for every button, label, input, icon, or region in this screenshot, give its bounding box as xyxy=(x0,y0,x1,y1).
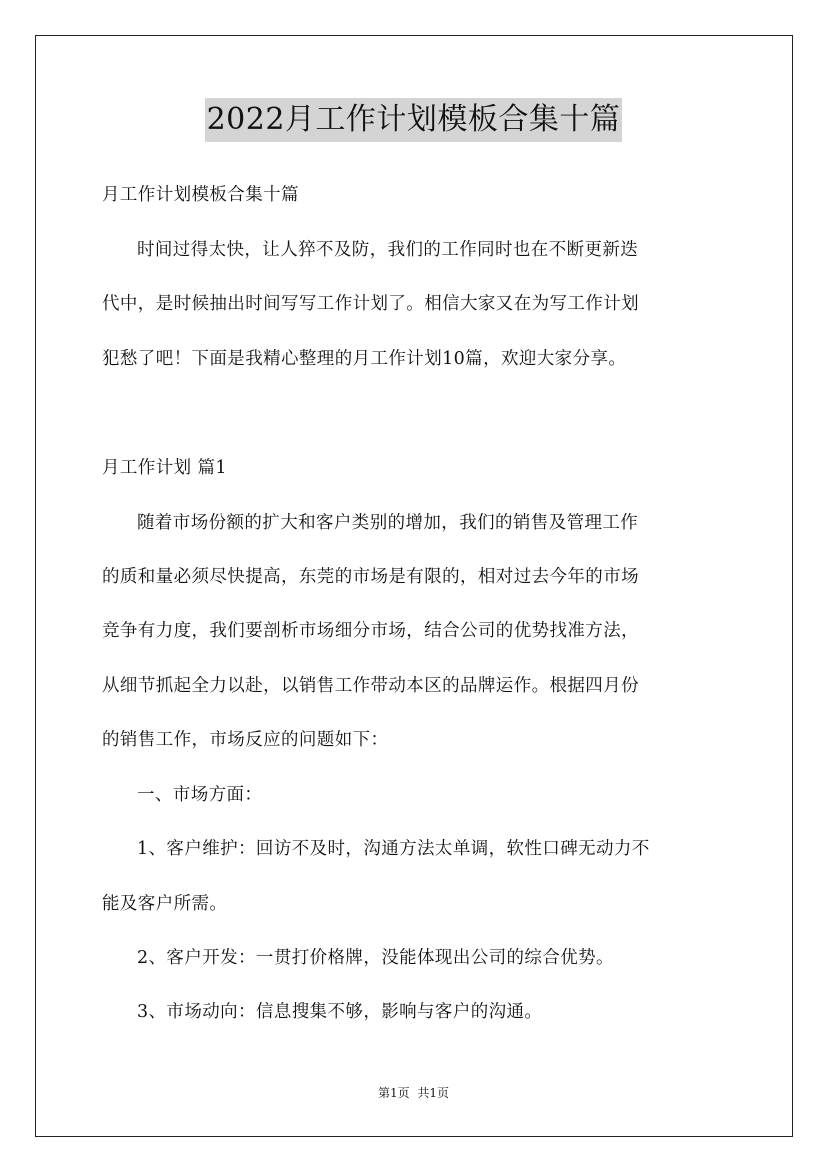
page-footer xyxy=(0,1084,827,1101)
paragraph-line: 代中，是时候抽出时间写写工作计划了。相信大家又在为写工作计划 xyxy=(102,294,639,314)
page-number: 第1页 xyxy=(377,1086,410,1100)
paragraph-line: 随着市场份额的扩大和客户类别的增加，我们的销售及管理工作 xyxy=(137,513,639,533)
list-item: 2、客户开发：一贯打价格牌，没能体现出公司的综合优势。 xyxy=(137,948,614,968)
paragraph-line: 犯愁了吧！下面是我精心整理的月工作计划10篇，欢迎大家分享。 xyxy=(102,349,627,369)
paragraph-line: 的销售工作，市场反应的问题如下： xyxy=(102,730,389,750)
section-heading: 月工作计划 篇1 xyxy=(102,458,227,478)
list-item: 1、客户维护：回访不及时，沟通方法太单调，软性口碑无动力不 xyxy=(137,839,650,859)
page-total: 共1页 xyxy=(417,1086,450,1100)
list-heading: 一、市场方面： xyxy=(137,785,263,805)
title-container xyxy=(0,98,827,142)
subtitle-line: 月工作计划模板合集十篇 xyxy=(102,185,299,205)
list-item: 3、市场动向：信息搜集不够，影响与客户的沟通。 xyxy=(137,1002,543,1022)
paragraph-line: 的质和量必须尽快提高，东莞的市场是有限的，相对过去今年的市场 xyxy=(102,567,639,587)
paragraph-line: 时间过得太快，让人猝不及防，我们的工作同时也在不断更新迭 xyxy=(137,240,639,260)
list-item-continuation: 能及客户所需。 xyxy=(102,894,228,914)
paragraph-line: 从细节抓起全力以赴，以销售工作带动本区的品牌运作。根据四月份 xyxy=(102,676,639,696)
paragraph-line: 竞争有力度，我们要剖析市场细分市场，结合公司的优势找准方法， xyxy=(102,621,639,641)
document-title: 2022月工作计划模板合集十篇 xyxy=(205,98,623,142)
